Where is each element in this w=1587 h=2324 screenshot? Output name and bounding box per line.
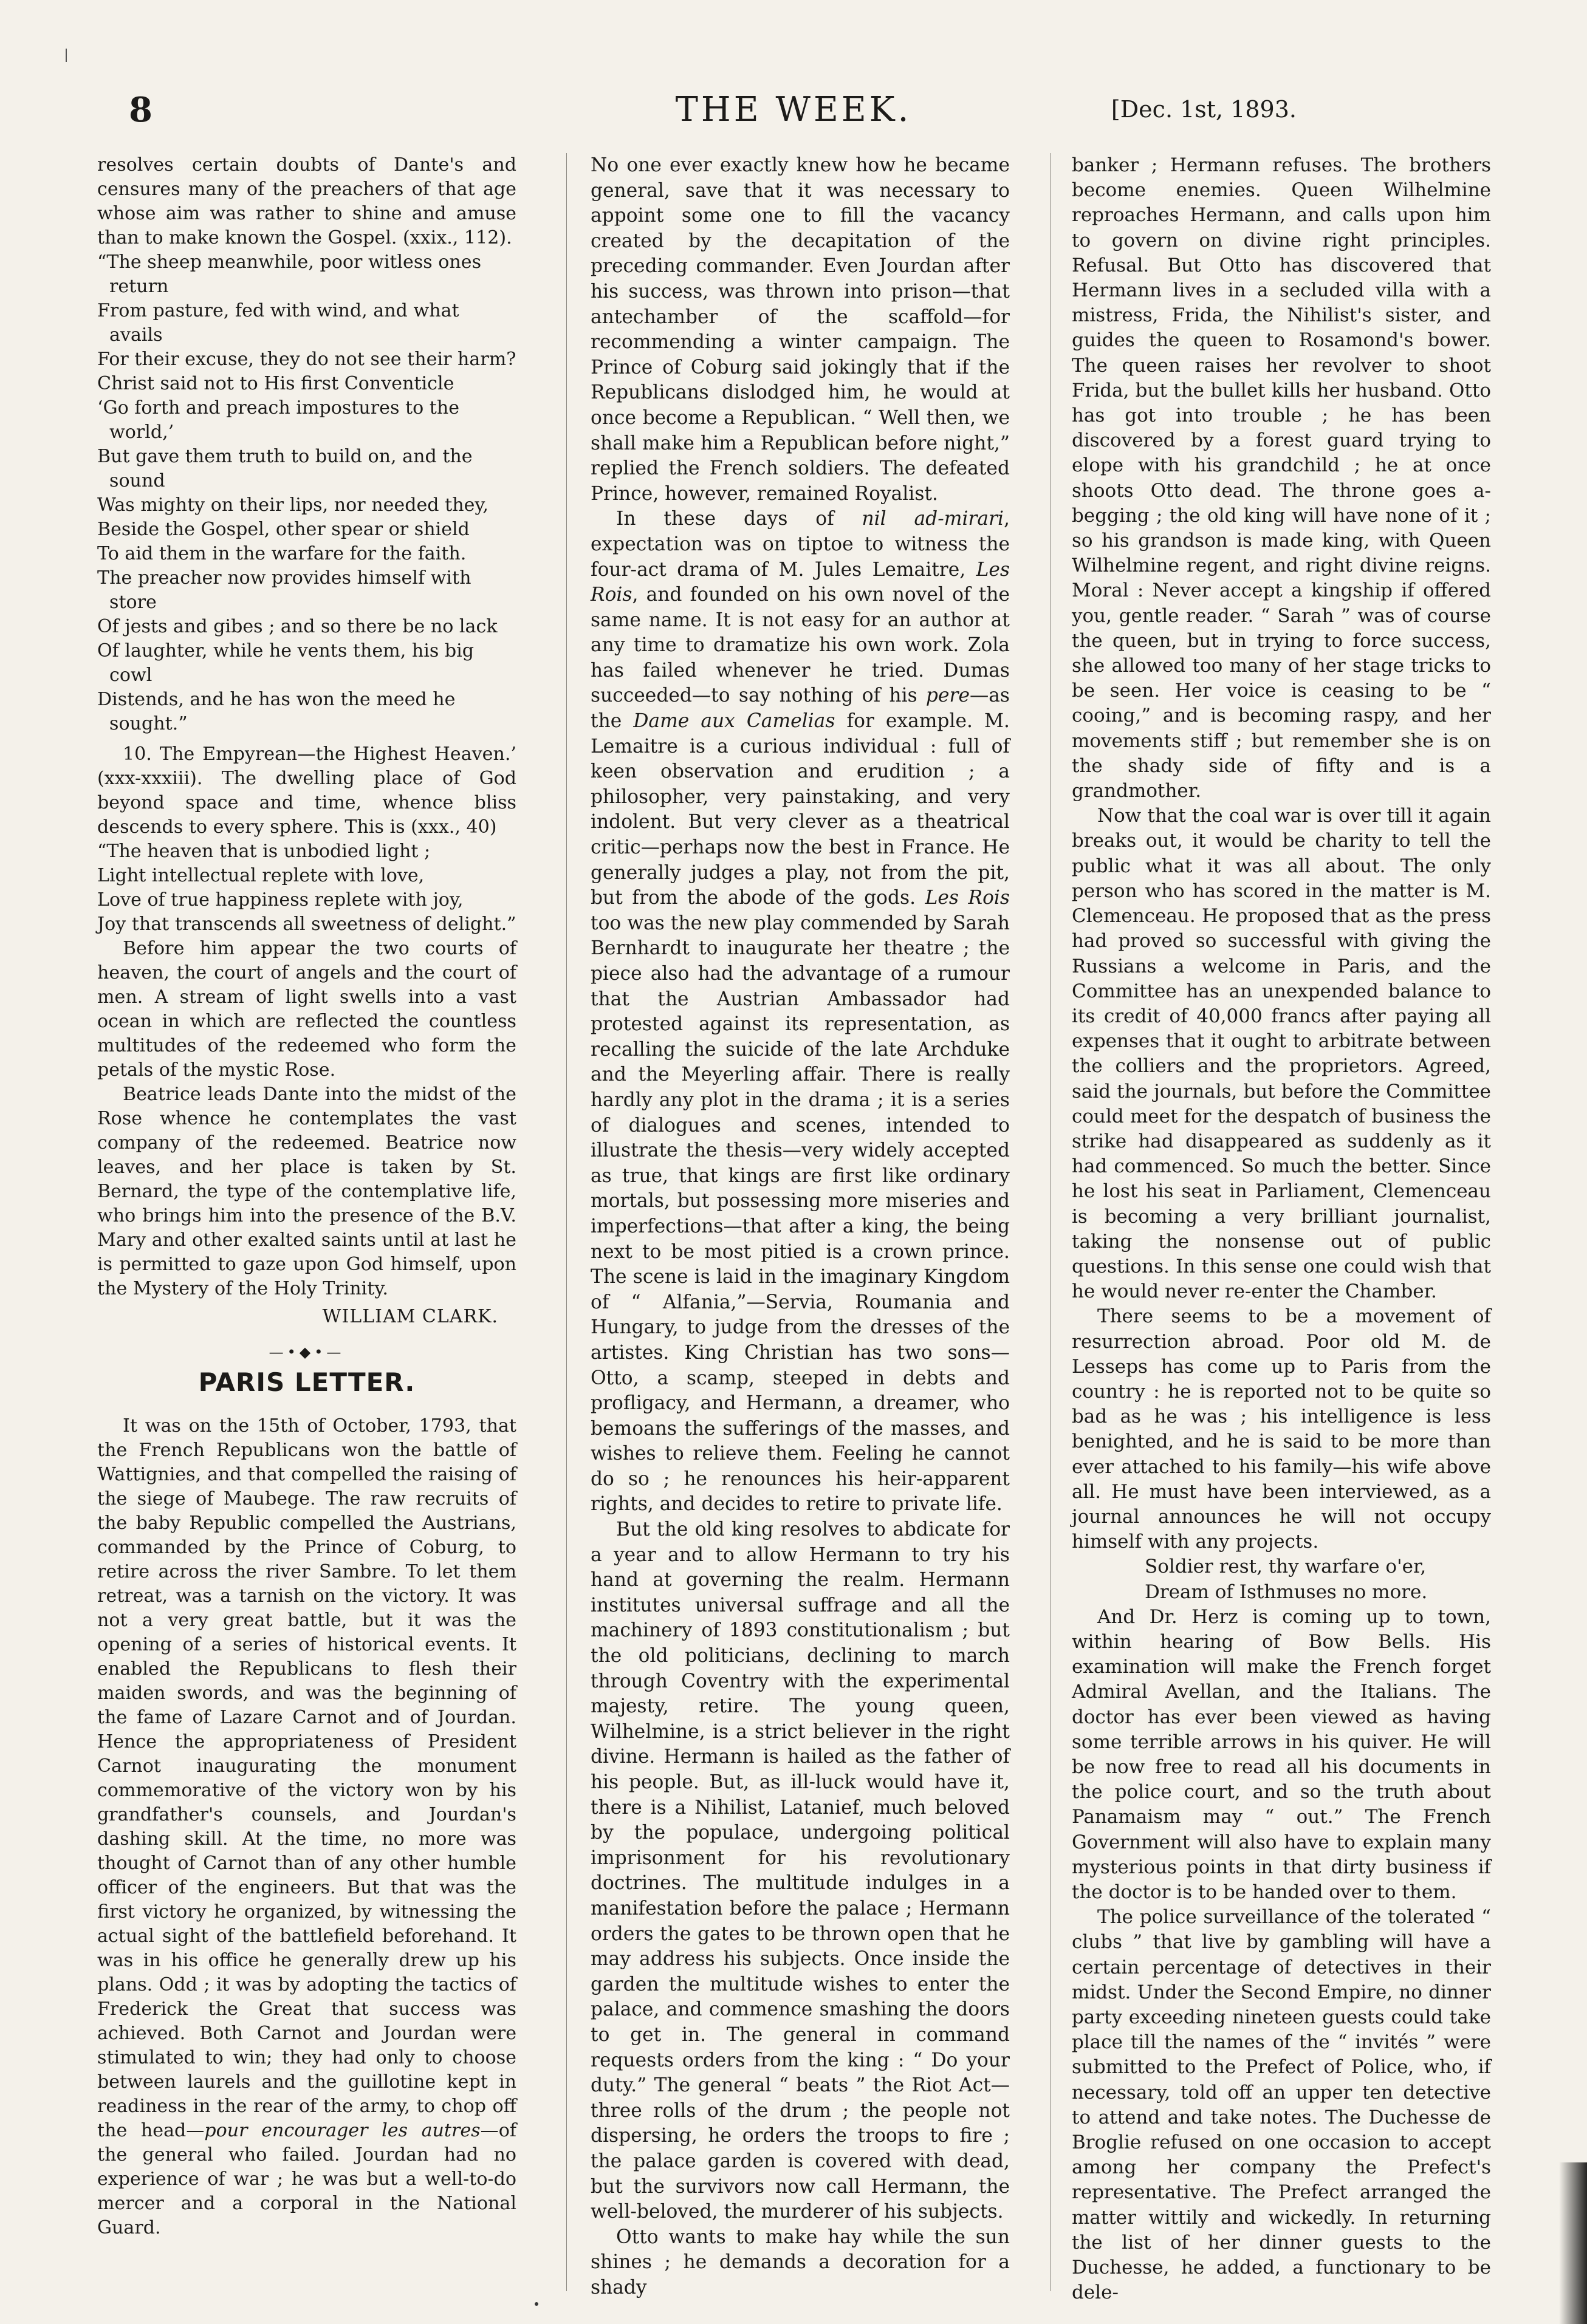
italic-title: Les Rois <box>591 558 1010 606</box>
coal-war-paragraph: Now that the coal war is over till it again breaks out, it would be charity to tell the public what it was all about. The only person who has scored in the matter is M. Clemenceau. He proposed that as the press had proved so successful with giving the Russians a welcome in Paris, and the Committee has an unexpended balance to its credit of 40,000 francs after paying all expenses that it ought to arbitrate between the colliers and the proprietors. Agreed, said the journals, but before the Committee could meet for the despatch of business the strike had disappeared as suddenly as it had commenced. So much the better. Since he lost his seat in Parliament, Clemenceau is becoming a very brilliant journalist, taking the nonsense out of public questions. In this sense one could wish that he would never re-enter the Chamber. <box>1072 805 1491 1303</box>
paris-paragraph-1 <box>97 1414 516 2240</box>
text-run: for example. M. Lemaitre is a curious individual : full of keen observation and erudition ; a philosopher, very painstaking, and very indolent. But very clever as a theatrical critic—perhaps now the best in France. He generally judges a play, not from the pit, but from the abode of the gods. <box>591 710 1010 909</box>
courts-paragraph: Before him appear the two courts of heaven, the court of angels and the court of men. A stream of light swells into a vast ocean in which are reflected the countless multitudes of the redeemed who form the petals of the mystic Rose. <box>97 938 516 1081</box>
column-rule-2 <box>1050 153 1051 2291</box>
verse-line: The preacher now provides himself with store <box>97 567 471 613</box>
paris-text: It was on the 15th of October, 1793, that the French Republicans won the battle of Wattignies, and that compelled the raising of the siege of Maubege. The raw recruits of the baby Republic compelled the Austrians, commanded by the Prince of Coburg, to retire across the river Sambre. To let them retreat, was a tarnish on the victory. It was not a very great battle, but it was the opening of a series of historical events. It enabled the Republicans to flesh their maiden swords, and was the beginning of the fame of Lazare Carnot and of Jourdan. Hence the appropriateness of President Carnot inaugurating the monument commemorative of the victory won by his grandfather's counsels, and Jourdan's dashing skill. At the time, no more was thought of Carnot than of any other humble officer of the engineers. But that was the first victory he organized, by witnessing the actual sight of the battlefield beforehand. It was in his office he generally drew up his plans. Odd ; it was by adopting the tactics of Frederick the Great that success was achieved. Both Carnot and Jourdan were stimulated to win; they had only to choose between laurels and the guillotine kept in readiness in the rear of the army, to chop off the head— <box>97 1415 516 2141</box>
dante-paragraph-1: resolves certain doubts of Dante's and censures many of the preachers of that age whose aim was rather to shine and amuse than to make known the Gospel. (xxix., 112). <box>97 154 516 248</box>
scan-edge-shadow <box>1559 2162 1587 2324</box>
paris-text-end: —of the general who failed. Jourdan had no experience of war ; he was but a well-to-do mercer and a corporal in the National Guard. <box>97 2120 516 2238</box>
margin-mark <box>66 49 67 62</box>
jourdan-paragraph: No one ever exactly knew how he became general, save that it was necessary to appoint some one to fill the vacancy created by the decapitation of the preceding commander. Even Jourdan after his success, was thrown into prison—that antechamber of the scaffold—for recommending a winter campaign. The Prince of Coburg said jokingly that if the Republicans dislodged him, he would at once become a Republican. “ Well then, we shall make him a Republican before night,” replied the French soldiers. The defeated Prince, however, remained Royalist. <box>591 154 1010 505</box>
section-title: PARIS LETTER. <box>198 1367 416 1397</box>
verse-line: Of jests and gibes ; and so there be no lack <box>97 616 498 637</box>
police-paragraph: The police surveillance of the tolerated “ clubs ” that live by gambling will have a certain percentage of detectives in their midst. Under the Second Empire, no dinner party exceeding nineteen guests could take place till the names of the “ invités ” were submitted to the Prefect of Police, who, if necessary, told off an upper ten detective to attend and take notes. The Duchesse de Broglie refused on one occasion to accept among her company the Prefect's representative. The Prefect arranged the matter wittily and wickedly. In returning the list of her dinner guests to the Duchesse, he added, a functionary to be dele- <box>1072 1906 1491 2304</box>
verse-line: Joy that transcends all sweetness of delight.” <box>97 914 516 935</box>
text-run: too was the new play commended by Sarah Bernhardt to inaugurate her theatre ; the piece also had the advantage of a rumour that the Austrian Ambassador had protested against its representation, as recalling the suicide of the late Archduke and the Meyerling affair. There is really hardly any plot in the drama ; it is a series of dialogues and scenes, intended to illustrate the thesis—very widely accepted as true, that kings are first like ordinary mortals, but possessing more miseries and imperfections—that after a king, the being next to be most pitied is a crown prince. The scene is laid in the imaginary Kingdom of “ Alfania,”—Servia, Roumania and Hungary, to judge from the dresses of the artistes. King Christian has two sons—Otto, a scamp, steeped in debts and profligacy, and Hermann, a dreamer, who bemoans the sufferings of the masses, and wishes to relieve them. Feeling he cannot do so ; he renounces his heir-apparent rights, and decides to retire to private life. <box>591 912 1010 1516</box>
text-run: , expectation was on tiptoe to witness the four-act drama of M. Jules Lemaitre, <box>591 508 1010 581</box>
verse-line: From pasture, fed with wind, and what avails <box>97 300 459 346</box>
couplet-line: Dream of Isthmuses no more. <box>1145 1581 1428 1603</box>
issue-date: [Dec. 1st, 1893. <box>1111 96 1297 123</box>
verse-line: But gave them truth to build on, and the sound <box>97 446 473 491</box>
publication-title: THE WEEK. <box>675 90 912 129</box>
text-run: —as the <box>591 685 1010 733</box>
section-ornament: —•◆•— <box>269 1344 345 1361</box>
verse-line: Distends, and he has won the meed he sought.” <box>97 689 456 734</box>
verse-line: Light intellectual replete with love, <box>97 865 425 886</box>
column-1 <box>97 153 516 2240</box>
italic-title: Les Rois <box>925 887 1010 909</box>
verse-line: “The sheep meanwhile, poor witless ones return <box>97 251 482 297</box>
verse-line: Love of true happiness replete with joy, <box>97 889 464 911</box>
herz-paragraph: And Dr. Herz is coming up to town, within hearing of Bow Bells. His examination will make the French forget Admiral Avellan, and the Italians. The doctor has ever been viewed as having some terrible arrows in his quiver. He will be now free to read all his documents in the police court, and so the truth about Panamaism may “ out.” The French Government will also have to explain many mysterious points in that dirty business if the doctor is to be handed over to them. <box>1072 1605 1491 1904</box>
verse-preachers <box>97 250 516 736</box>
page-number: 8 <box>129 90 153 130</box>
italic-phrase: pere <box>925 685 970 707</box>
verse-line: Was mighty on their lips, nor needed they, <box>97 494 488 516</box>
verse-heaven <box>97 839 516 937</box>
empyrean-paragraph: 10. The Empyrean—the Highest Heaven.’ (xxx-xxxiii). The dwelling place of God beyond space and time, whence bliss descends to every sphere. This is (xxx., 40) <box>97 743 516 838</box>
text-run: , and founded on his own novel of the same name. It is not easy for an author at any time to dramatize his own work. Zola has failed whenever he tried. Dumas succeeded—to say nothing of his <box>591 584 1010 707</box>
column-rule-1 <box>566 153 567 2291</box>
plot-continued-paragraph: banker ; Hermann refuses. The brothers become enemies. Queen Wilhelmine reproaches Hermann, and calls upon him to govern on divine right principles. Refusal. But Otto has discovered that Hermann lives in a secluded villa with a mistress, Frida, the Nihilist's sister, and guides the queen to Rosamond's bower. The queen raises her revolver to shoot Frida, but the bullet kills her husband. Otto has got into trouble ; he has been discovered by a forest guard trying to elope with his grandchild ; he at once shoots Otto dead. The throne goes a-begging ; the old king will have none of it ; so his grandson is made king, with Queen Wilhelmine regent, and right divine reigns. Moral : Never accept a kingship if offered you, gentle reader. “ Sarah ” was of course the queen, but in trying to force success, she allowed too many of her stage tricks to be seen. Her voice is ceasing to be “ cooing,” and is becoming raspy, and her movements stiff ; but remember she is on the shady side of fifty and is a grandmother. <box>1072 154 1491 802</box>
verse-line: To aid them in the warfare for the faith. <box>97 543 467 564</box>
column-2 <box>591 153 1010 2300</box>
couplet <box>1072 1554 1491 1604</box>
author-signature: WILLIAM CLARK. <box>322 1306 498 1327</box>
beatrice-paragraph: Beatrice leads Dante into the midst of the Rose whence he contemplates the vast company of the redeemed. Beatrice now leaves, and her place is taken by St. Bernard, the type of the contemplative life, who brings him into the presence of the B.V. Mary and other exalted saints until at last he is permitted to gaze upon God himself, upon the Mystery of the Holy Trinity. <box>97 1084 516 1299</box>
verse-line: Christ said not to His first Conventicle <box>97 373 454 394</box>
lemaitre-paragraph <box>591 507 1010 1517</box>
otto-paragraph: Otto wants to make hay while the sun shines ; he demands a decoration for a shady <box>591 2226 1010 2298</box>
column-3 <box>1072 153 1491 2305</box>
verse-line: Of laughter, while he vents them, his big cowl <box>97 640 475 686</box>
verse-line: ‘Go forth and preach impostures to the world,’ <box>97 397 460 443</box>
print-speck <box>535 2302 538 2306</box>
text-run: In these days of <box>616 508 862 530</box>
lesseps-paragraph: There seems to be a movement of resurrection abroad. Poor old M. de Lesseps has come up to Paris from the country : he is reported not to be quite so bad as he was ; his intelligence is less benighted, and he is said to be more than ever attached to his family—his wife above all. He must have been interviewed, as a journal announces he will not occupy himself with any projects. <box>1072 1305 1491 1553</box>
page-header <box>0 90 1587 145</box>
italic-title: Dame aux Camelias <box>633 710 835 733</box>
verse-line: Beside the Gospel, other spear or shield <box>97 519 470 540</box>
verse-line: “The heaven that is unbodied light ; <box>97 841 431 862</box>
italic-phrase: nil ad-mirari <box>862 508 1004 530</box>
verse-line: For their excuse, they do not see their harm? <box>97 349 516 370</box>
italic-phrase: pour encourager les autres <box>204 2120 481 2141</box>
abdication-paragraph: But the old king resolves to abdicate for a year and to allow Hermann to try his hand at governing the realm. Hermann institutes universal suffrage and all the machinery of 1893 constitutionalism ; but the old politicians, declining to march through Coventry with the experimental majesty, retire. The young queen, Wilhelmine, is a strict believer in the right divine. Hermann is hailed as the father of his people. But, as ill-luck would have it, there is a Nihilist, Latanief, much beloved by the populace, undergoing political imprisonment for his revolutionary doctrines. The multitude indulges in a manifestation before the palace ; Hermann orders the gates to be thrown open that he may address his subjects. Once inside the garden the multitude wishes to enter the palace, and commence smashing the doors to get in. The general in command requests orders from the king : “ Do your duty.” The general “ beats ” the Riot Act—three rolls of the drum ; the people not dispersing, he orders the troops to fire ; the palace garden is covered with dead, but the survivors now call Hermann, the well-beloved, the murderer of his subjects. <box>591 1519 1010 2223</box>
couplet-line: Soldier rest, thy warfare o'er, <box>1145 1556 1427 1578</box>
